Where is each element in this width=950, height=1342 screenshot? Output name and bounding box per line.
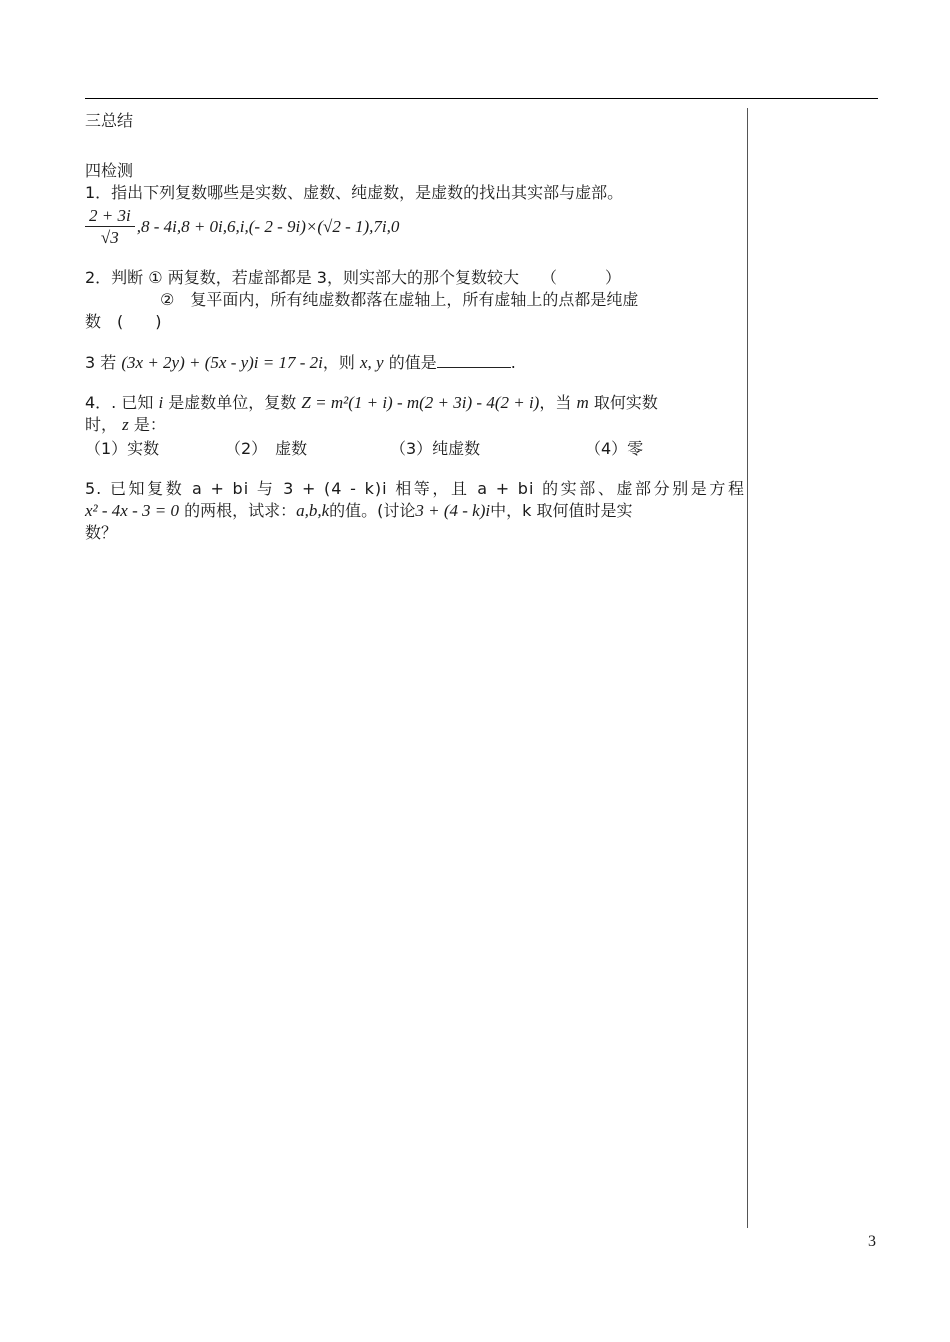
question-3-vars: x, y	[360, 353, 384, 372]
answer-paren-1: （ ）	[540, 268, 621, 287]
question-5-text-2: 的值。(讨论	[329, 501, 416, 520]
question-3-suffix: 的值是	[388, 353, 437, 372]
section-test-title: 四检测	[85, 161, 134, 180]
fraction-denominator: √3	[100, 228, 119, 247]
worksheet-content	[85, 110, 745, 544]
question-4-line-2	[85, 414, 745, 436]
question-1-expression	[85, 206, 745, 249]
question-5-text: 的两根，试求：	[184, 501, 297, 520]
number-list: ,8 - 4i,8 + 0i,6,i,(- 2 - 9i)×(√2 - 1),7i,0	[136, 217, 400, 236]
option-pure-imaginary: （3）纯虚数	[390, 439, 481, 458]
answer-blank	[437, 351, 511, 368]
question-5-equation: x² - 4x - 3 = 0	[85, 501, 179, 520]
question-2-line-2: ② 复平面内，所有纯虚数都落在虚轴上，所有虚轴上的点都是纯虚	[160, 290, 639, 309]
question-3-text: ，则	[322, 353, 355, 372]
question-5-line-1: 5. 已知复数 a + bi 与 3 + (4 - k)i 相等，且 a + bi 的实部、虚部分别是方程	[85, 479, 745, 498]
question-5-line-3: 数？	[85, 523, 118, 542]
margin-rule	[747, 108, 748, 1228]
var-z: z	[122, 415, 129, 434]
question-5-line-2	[85, 500, 745, 522]
question-3-label: 3 若	[85, 353, 117, 372]
imag-unit: i	[158, 393, 164, 412]
question-2-line-3: 数 ( )	[85, 312, 162, 331]
question-4-text-3: 取何实数	[593, 393, 658, 412]
fraction	[85, 206, 135, 249]
question-4-label: 4．. 已知	[85, 393, 154, 412]
question-2-statement-1: 两复数，若虚部都是 3，则实部大的那个复数较大	[162, 268, 519, 287]
fraction-numerator: 2 + 3i	[85, 206, 135, 227]
section-summary-title: 三总结	[85, 111, 134, 130]
question-4-line-1	[85, 392, 745, 414]
question-4-options	[85, 438, 745, 460]
question-3-equation: (3x + 2y) + (5x - y)i = 17 - 2i	[121, 353, 323, 372]
option-real: （1）实数	[85, 439, 160, 458]
option-zero: （4）零	[585, 439, 644, 458]
question-2-label: 2．判断 ①	[85, 268, 163, 287]
question-1: 1．指出下列复数哪些是实数、虚数、纯虚数，是虚数的找出其实部与虚部。	[85, 183, 624, 202]
question-4-line-2-prefix: 时，	[85, 415, 118, 434]
question-5-equation-2: 3 + (4 - k)i	[415, 501, 491, 520]
question-4-line-2-suffix: 是：	[133, 415, 166, 434]
question-5-vars: a,b,k	[296, 501, 330, 520]
option-imaginary: （2） 虚数	[225, 439, 308, 458]
question-3	[85, 351, 745, 374]
question-4-text: 是虚数单位，复数	[168, 393, 297, 412]
period: .	[510, 353, 516, 372]
var-m: m	[576, 393, 589, 412]
question-4-text-2: ，当	[539, 393, 572, 412]
question-4-equation: Z = m²(1 + i) - m(2 + 3i) - 4(2 + i)	[301, 393, 540, 412]
page-number: 3	[868, 1233, 876, 1250]
top-rule	[85, 98, 878, 99]
question-5-text-3: 中，k 取何值时是实	[490, 501, 633, 520]
question-2-line-1	[85, 267, 745, 289]
